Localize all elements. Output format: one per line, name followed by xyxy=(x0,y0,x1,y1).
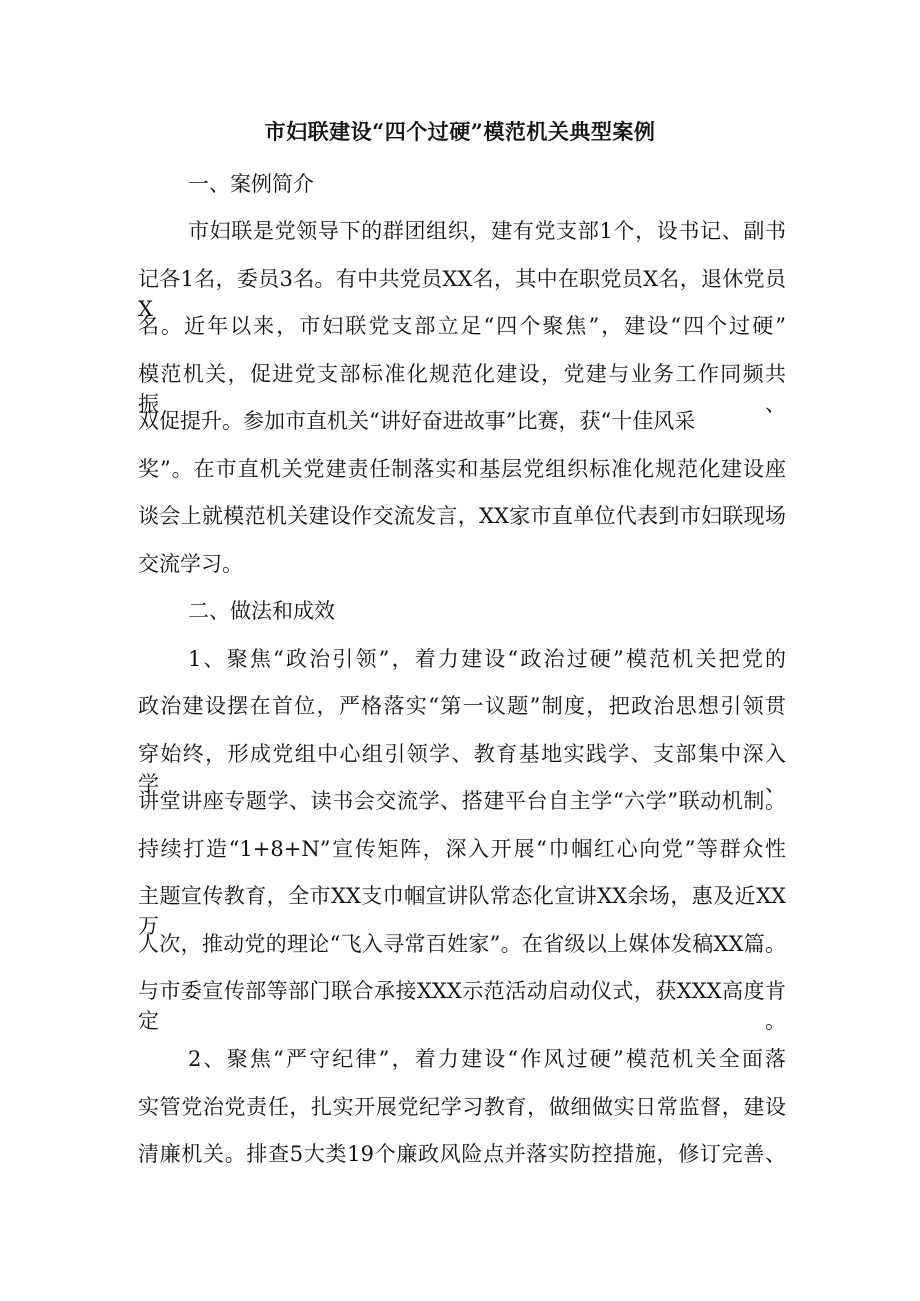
para3-line: 2、聚焦“严守纪律”，着力建设“作风过硬”模范机关全面落 xyxy=(188,1047,786,1071)
para2-line: 主题宣传教育，全市XX支巾帼宣讲队常态化宣讲XX余场，惠及近XX万 xyxy=(138,884,786,938)
para1-line: 模范机关，促进党支部标准化规范化建设，党建与业务工作同频共振、 xyxy=(138,362,786,416)
section1-heading: 一、案例简介 xyxy=(188,172,314,196)
para2-line: 穿始终，形成党组中心组引领学、教育基地实践学、支部集中深入学、 xyxy=(138,742,786,796)
para1-line: 双促提升。参加市直机关“讲好奋进故事”比赛，获“十佳风采 xyxy=(138,409,696,433)
para3-line: 清廉机关。排查5大类19个廉政风险点并落实防控措施，修订完善、 xyxy=(138,1142,786,1166)
para2-line: 政治建设摆在首位，严格落实“第一议题”制度，把政治思想引领贯 xyxy=(138,694,786,718)
document-title: 市妇联建设“四个过硬”模范机关典型案例 xyxy=(264,119,656,144)
para1-line: 交流学习。 xyxy=(138,552,243,576)
para2-line: 人次，推动党的理论“飞入寻常百姓家”。在省级以上媒体发稿XX篇。 xyxy=(138,932,786,956)
para2-line: 与市委宣传部等部门联合承接XXX示范活动启动仪式，获XXX高度肯定。 xyxy=(138,979,786,1033)
para1-line: 市妇联是党领导下的群团组织，建有党支部1个，设书记、副书 xyxy=(188,219,786,243)
para2-line: 1、聚焦“政治引领”，着力建设“政治过硬”模范机关把党的 xyxy=(188,647,786,671)
para1-line: 奖”。在市直机关党建责任制落实和基层党组织标准化规范化建设座 xyxy=(138,457,786,481)
para2-line: 持续打造“1+8+N”宣传矩阵，深入开展“巾帼红心向党”等群众性 xyxy=(138,837,786,861)
section2-heading: 二、做法和成效 xyxy=(188,599,335,623)
para1-line: 记各1名，委员3名。有中共党员XX名，其中在职党员X名，退休党员X xyxy=(138,267,786,321)
para3-line: 实管党治党责任，扎实开展党纪学习教育，做细做实日常监督，建设 xyxy=(138,1095,786,1119)
para1-line: 名。近年以来，市妇联党支部立足“四个聚焦”，建设“四个过硬” xyxy=(138,314,786,338)
para1-line: 谈会上就模范机关建设作交流发言，XX家市直单位代表到市妇联现场 xyxy=(138,504,786,528)
para2-line: 讲堂讲座专题学、读书会交流学、搭建平台自主学“六学”联动机制。 xyxy=(138,789,786,813)
